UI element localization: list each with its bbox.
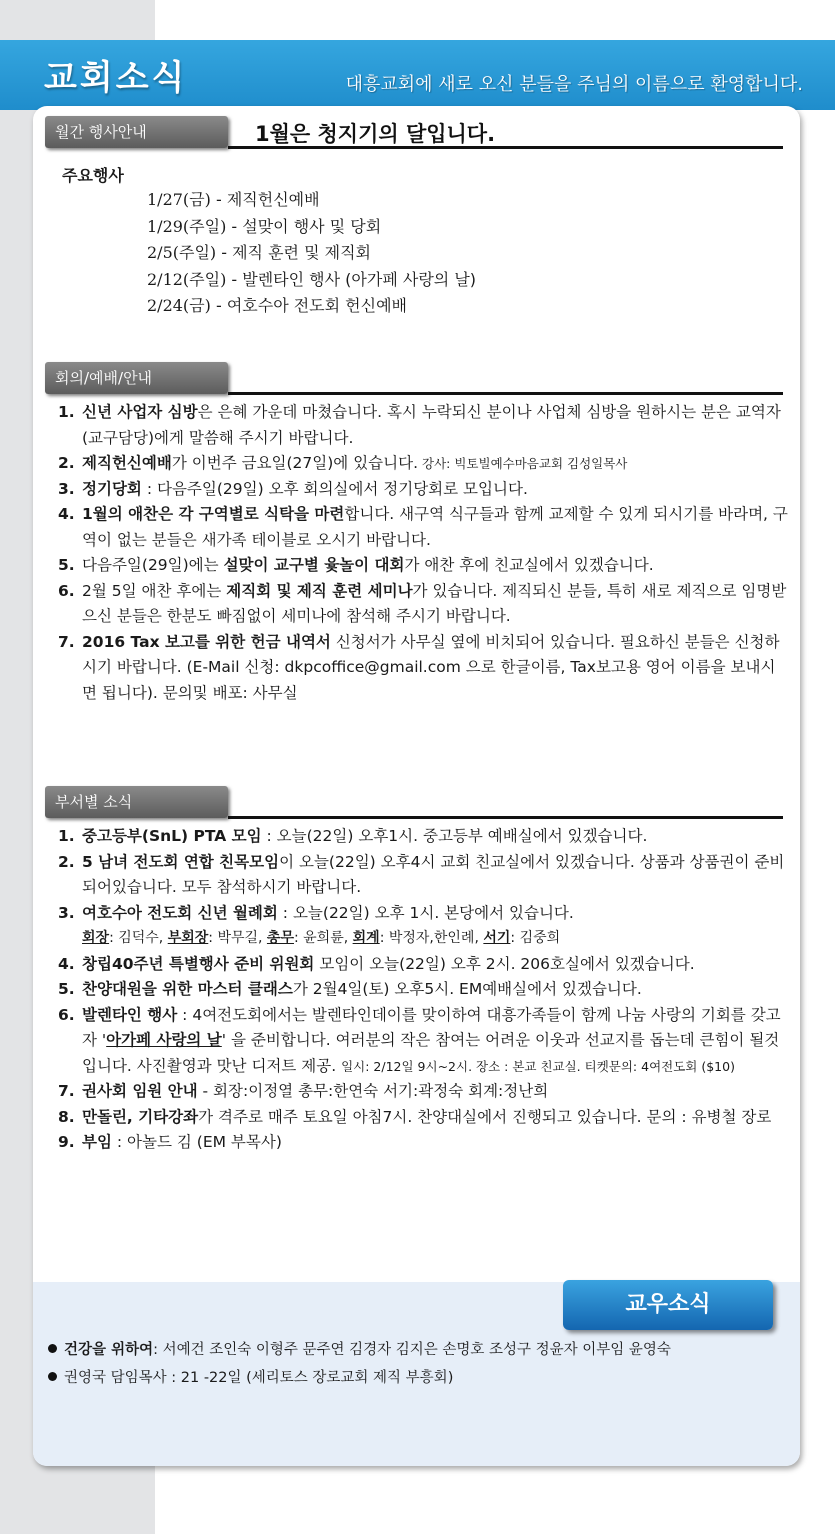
list-item: 건강을 위하여: 서예건 조인숙 이형주 문주연 김경자 김지은 손명호 조성구 정윤자 이부임 윤영숙 — [48, 1336, 793, 1364]
officer-line: 회장: 김덕수, 부회장: 박무길, 총무: 윤희륜, 회계: 박정자,한인례, 서기: 김중희 — [82, 930, 561, 946]
bullet-icon — [48, 1372, 57, 1381]
welcome-subtitle: 대흥교회에 새로 오신 분들을 주님의 이름으로 환영합니다. — [345, 74, 803, 95]
meeting-list — [58, 400, 788, 706]
list-item: 3. 정기당회 : 다음주일(29일) 오후 회의실에서 정기당회로 모입니다. — [58, 479, 528, 498]
list-item: 1. 신년 사업자 심방은 은혜 가운데 마쳤습니다. 혹시 누락되신 분이나 사업체 심방을 원하시는 분은 교역자(교구담당)에게 말씀해 주시기 바랍니다. — [58, 403, 781, 447]
major-events-label: 주요행사 — [62, 166, 124, 185]
list-item: 6. 2월 5일 애찬 후에는 제직회 및 제직 훈련 세미나가 있습니다. 제직되신 분들, 특히 새로 제직으로 임명받으신 분들은 한분도 빠짐없이 세미나에 참석해 주시기 바랍니다. — [58, 581, 787, 625]
event-item: 1/29(주일) - 설맞이 행사 및 당회 — [147, 216, 382, 236]
dept-list — [58, 824, 788, 1156]
alumni-news-list — [48, 1336, 793, 1392]
list-item: 5. 찬양대원을 위한 마스터 클래스가 2월4일(토) 오후5시. EM예배실에서 있겠습니다. — [58, 980, 642, 998]
bullet-icon — [48, 1344, 57, 1353]
list-item: 6. 발렌타인 행사 : 4여전도회에서는 발렌타인데이를 맞이하여 대흥가족들이 함께 나눔 사랑의 기회를 갖고자 '아가페 사랑의 날' 을 준비합니다. 여러분의 작은 참여는 어려운 이웃과 선교지를 돕는데 큰힘이 될것 입니다. 사진촬영과 맛난 디저트 제공. 일시: 2/12일 9시~2시. 장소 : 본교 친교실. 티켓문의: 4여전도회 ($10) — [58, 1005, 781, 1075]
meeting-section-tag: 회의/예배/안내 — [45, 362, 228, 394]
list-item: 9. 부임 : 아놀드 김 (EM 부목사) — [58, 1133, 282, 1151]
list-item: 5. 다음주일(29일)에는 설맞이 교구별 윷놀이 대회가 애찬 후에 친교실에서 있겠습니다. — [58, 556, 654, 574]
event-item: 1/27(금) - 제직헌신예배 — [147, 190, 320, 209]
list-item: 권영국 담임목사 : 21 -22일 (세리토스 장로교회 제직 부흥회) — [48, 1364, 793, 1392]
background-top — [155, 0, 835, 40]
event-item: 2/12(주일) - 발렌타인 행사 (아가페 사랑의 날) — [147, 269, 477, 289]
list-item: 7. 권사회 임원 안내 - 회장:이정열 총무:한연숙 서기:곽정숙 회계:정난희 — [58, 1082, 549, 1100]
page-title: 교회소식 — [44, 58, 188, 98]
list-item: 4. 1월의 애찬은 각 구역별로 식탁을 마련합니다. 새구역 식구들과 함께 교제할 수 있게 되시기를 바라며, 구역이 없는 분들은 새가족 테이블로 오시기 바랍니다. — [58, 505, 788, 549]
event-item: 2/24(금) - 여호수아 전도회 헌신예배 — [147, 296, 408, 315]
dept-section-tag: 부서별 소식 — [45, 786, 228, 818]
list-item: 2. 5 남녀 전도회 연합 친목모임이 오늘(22일) 오후4시 교회 친교실에서 있겠습니다. 상품과 상품권이 준비되어있습니다. 모두 참석하시기 바랍니다. — [58, 852, 785, 896]
monthly-section-tag: 월간 행사안내 — [45, 116, 228, 148]
list-item: 8. 만돌린, 기타강좌가 격주로 매주 토요일 아침7시. 찬양대실에서 진행되고 있습니다. 문의 : 유병철 장로 — [58, 1107, 772, 1126]
list-item: 4. 창립40주년 특별행사 준비 위원회 모임이 오늘(22일) 오후 2시. 206호실에서 있겠습니다. — [58, 954, 695, 973]
section-divider — [228, 392, 783, 395]
alumni-news-tab: 교우소식 — [563, 1280, 773, 1330]
list-item: 1. 중고등부(SnL) PTA 모임 : 오늘(22일) 오후1시. 중고등부 예배실에서 있겠습니다. — [58, 827, 648, 845]
list-item: 7. 2016 Tax 보고를 위한 헌금 내역서 신청서가 사무실 옆에 비치되어 있습니다. 필요하신 분들은 신청하시기 바랍니다. (E-Mail 신청: dkpcoffice@gmail.com 으로 한글이름, Tax보고용 영어 이름을 보내시면 됩니다). 문의및 배포: 사무실 — [58, 632, 780, 702]
month-theme-title: 1월은 청지기의 달입니다. — [255, 122, 496, 146]
event-item: 2/5(주일) - 제직 훈련 및 제직회 — [147, 243, 372, 262]
section-divider — [228, 816, 783, 819]
event-list — [147, 187, 476, 320]
list-item: 3. 여호수아 전도회 신년 월례회 : 오늘(22일) 오후 1시. 본당에서 있습니다. — [58, 903, 574, 922]
list-item: 2. 제직헌신예배가 이번주 금요일(27일)에 있습니다. 강사: 빅토빌예수마음교회 김성일목사 — [58, 454, 628, 472]
